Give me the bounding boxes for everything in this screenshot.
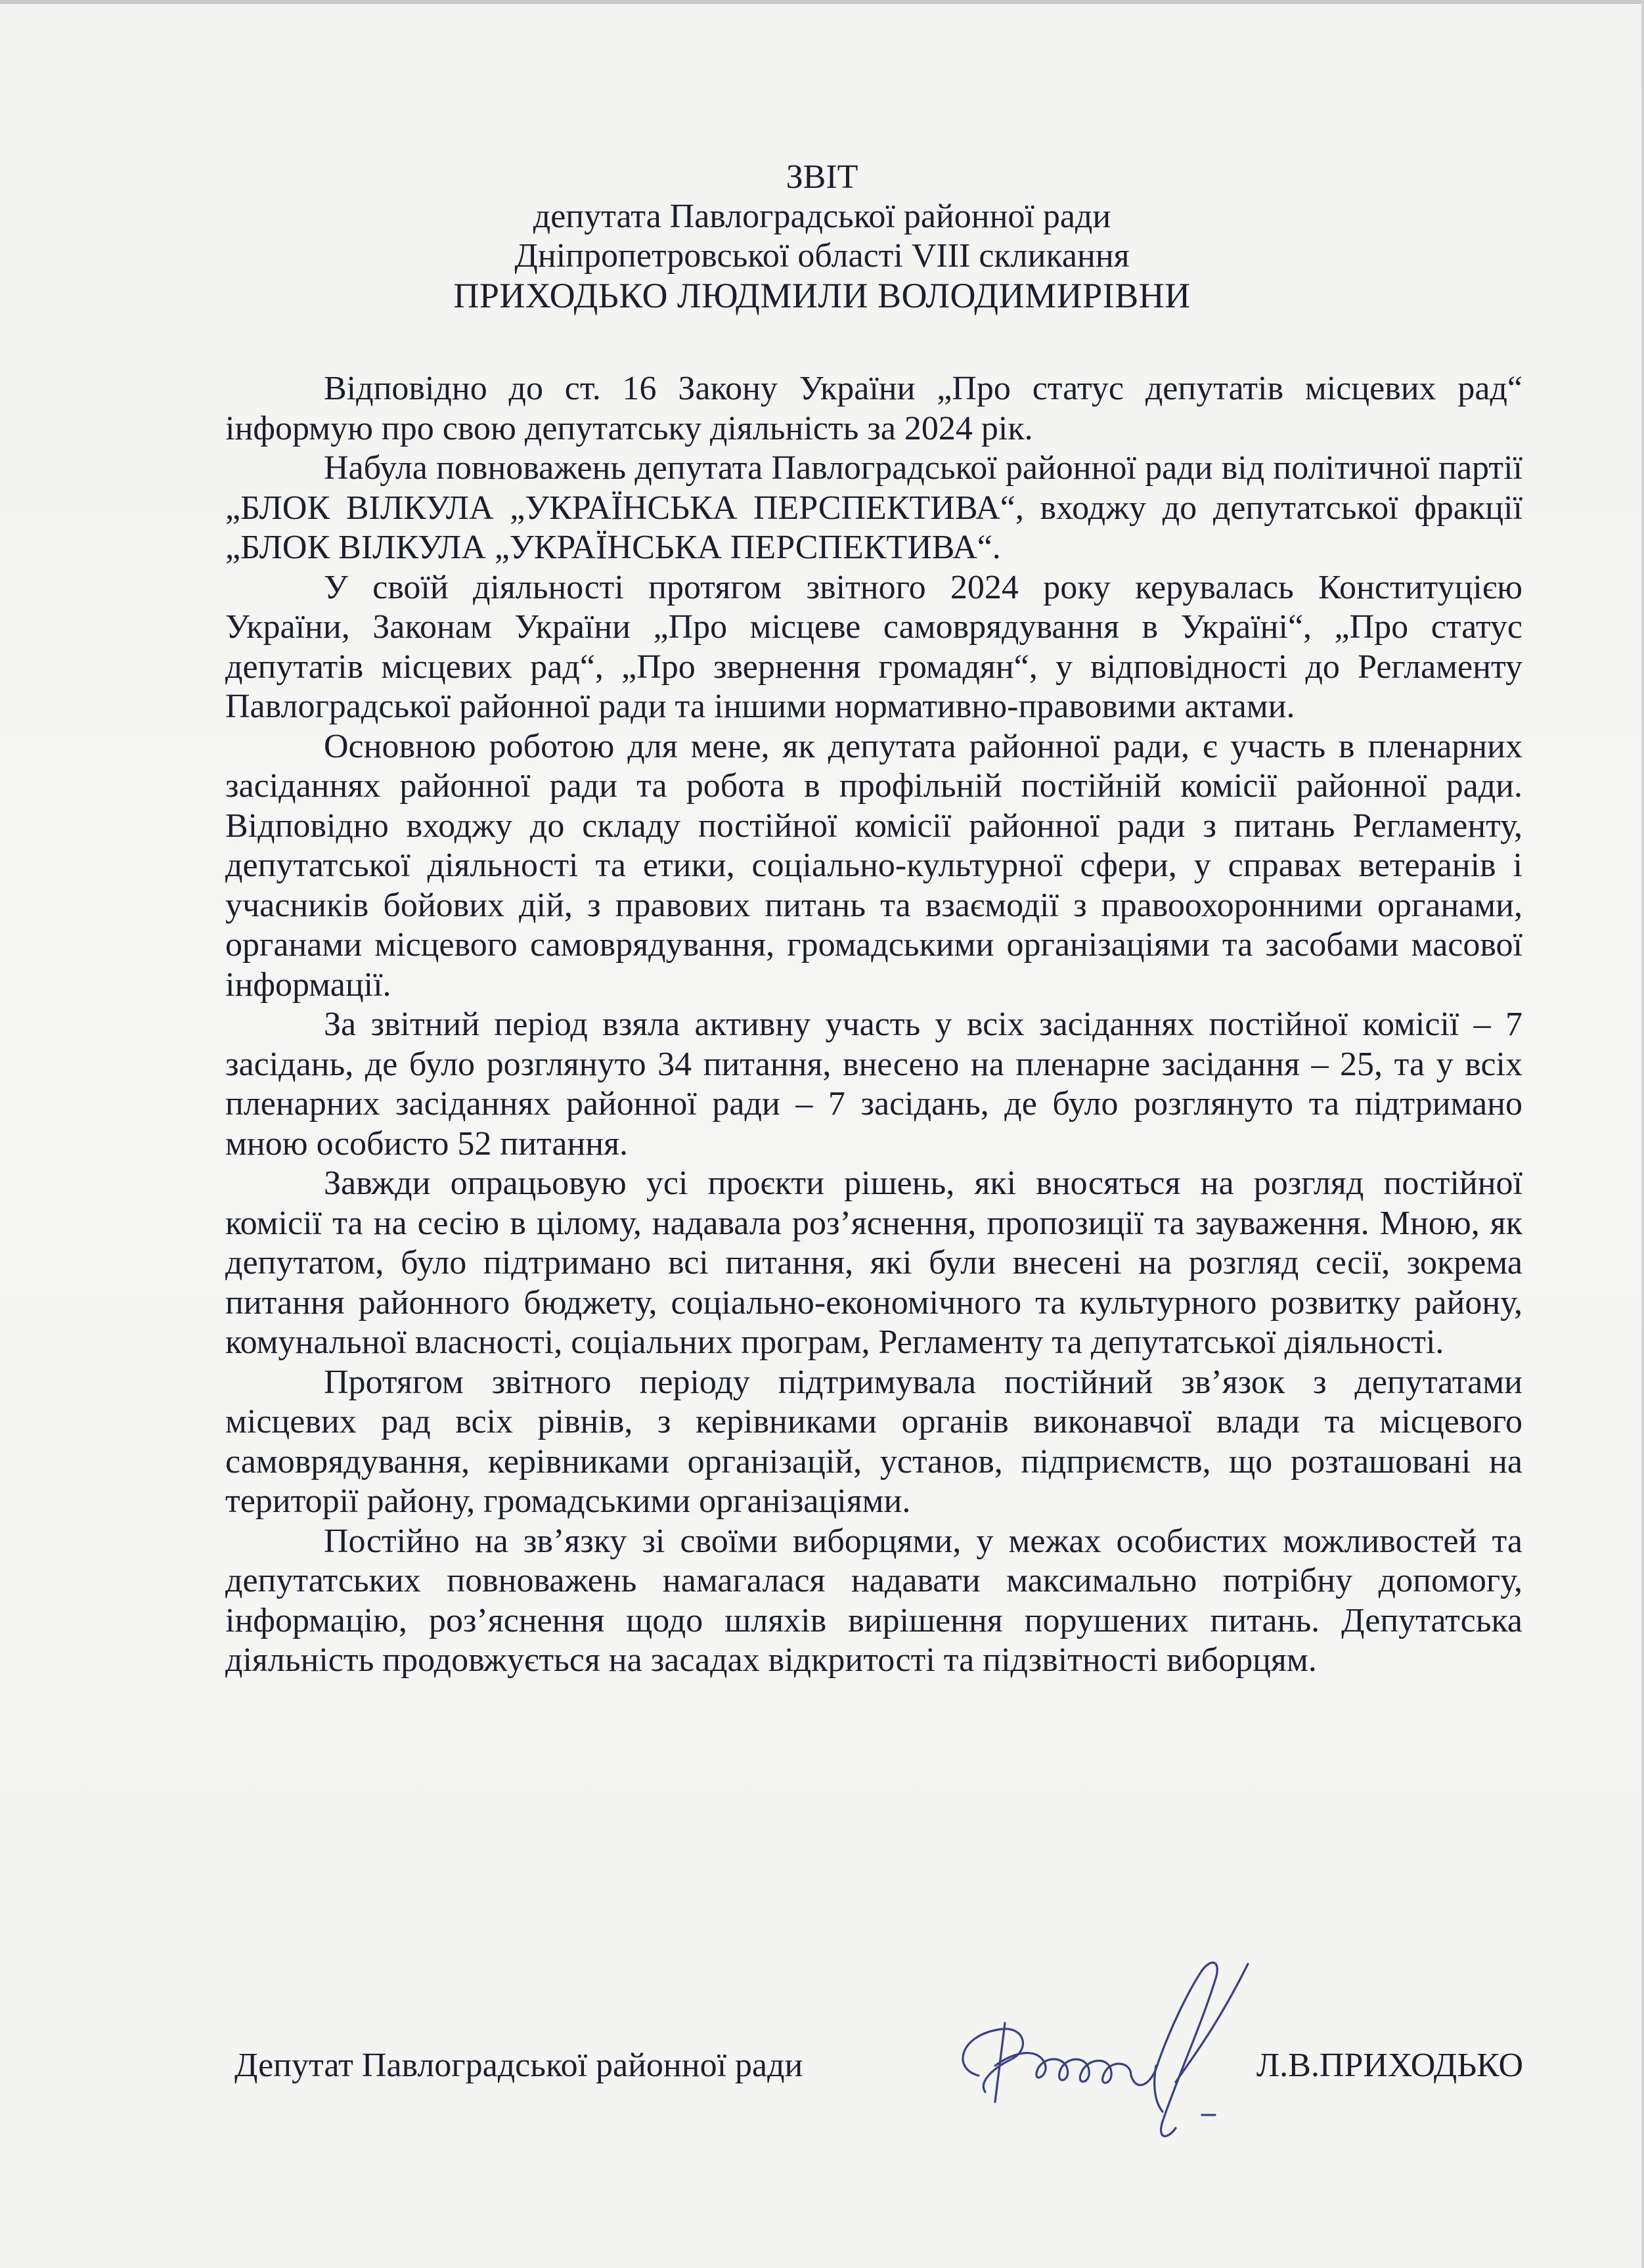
paragraph: Основною роботою для мене, як депутата районної ради, є участь в пленарних засіданнях районної ради та робота в профільній постійній комісії районної ради. Відповідно входжу до складу постійної комісії районної ради з питань Регламенту, депутатської діяльності та етики, соціально-культурної сфери, у справах ветеранів і учасників бойових дій, з правових питань та взаємодії з правоохоронними органами, органами місцевого самоврядування, громадськими організаціями та засобами масової інформації. xyxy=(225,727,1522,1004)
report-body xyxy=(225,369,1522,1681)
scan-edge-right xyxy=(1641,0,1644,2268)
deputy-name: ПРИХОДЬКО ЛЮДМИЛИ ВОЛОДИМИРІВНИ xyxy=(453,276,1191,315)
handwritten-signature xyxy=(939,1951,1281,2148)
scan-edge-top xyxy=(0,0,1644,4)
paragraph: Протягом звітного періоду підтримувала постійний зв’язок з депутатами місцевих рад всіх рівнів, з керівниками органів виконавчої влади та місцевого самоврядування, керівниками організацій, установ, підприємств, що розташовані на території району, громадськими організаціями. xyxy=(225,1363,1522,1520)
document-header xyxy=(0,158,1644,315)
signature-name: Л.В.ПРИХОДЬКО xyxy=(1256,2047,1523,2084)
paragraph: Набула повноважень депутата Павлоградської районної ради від політичної партії „БЛОК ВІЛКУЛА „УКРАЇНСЬКА ПЕРСПЕКТИВА“, входжу до депутатської фракції „БЛОК ВІЛКУЛА „УКРАЇНСЬКА ПЕРСПЕКТИВА“. xyxy=(225,449,1522,566)
subtitle-line-2: Дніпропетровської області VIII скликання xyxy=(514,237,1130,275)
paragraph: Завжди опрацьовую усі проєкти рішень, які вносяться на розгляд постійної комісії та на сесію в цілому, надавала роз’яснення, пропозиції та зауваження. Мною, як депутатом, було підтримано всі питання, які були внесені на розгляд сесії, зокрема питання районного бюджету, соціально-економічного та культурного розвитку району, комунальної власності, соціальних програм, Регламенту та депутатської діяльності. xyxy=(225,1165,1522,1361)
paragraph: Відповідно до ст. 16 Закону України „Про статус депутатів місцевих рад“ інформую про свою депутатську діяльність за 2024 рік. xyxy=(225,370,1522,447)
paragraph: За звітний період взяла активну участь у всіх засіданнях постійної комісії – 7 засідань, де було розглянуто 34 питання, внесено на пленарне засідання – 25, та у всіх пленарних засіданнях районної ради – 7 засідань, де було розглянуто та підтримано мною особисто 52 питання. xyxy=(225,1006,1522,1163)
paragraph: Постійно на зв’язку зі своїми виборцями, у межах особистих можливостей та депутатських повноважень намагалася надавати максимально потрібну допомогу, інформацію, роз’яснення щодо шляхів вирішення порушених питань. Депутатська діяльність продовжується на засадах відкритості та підзвітності виборцям. xyxy=(225,1522,1522,1679)
signature-block xyxy=(234,2046,1523,2092)
paragraph: У своїй діяльності протягом звітного 2024 року керувалась Конституцією України, Законам України „Про місцеве самоврядування в Україні“, „Про статус депутатів місцевих рад“, „Про звернення громадян“, у відповідності до Регламенту Павлоградської районної ради та іншими нормативно-правовими актами. xyxy=(225,568,1522,725)
document-title: ЗВІТ xyxy=(786,158,858,196)
signature-position: Депутат Павлоградської районної ради xyxy=(234,2047,803,2084)
subtitle-line-1: депутата Павлоградської районної ради xyxy=(533,198,1111,235)
